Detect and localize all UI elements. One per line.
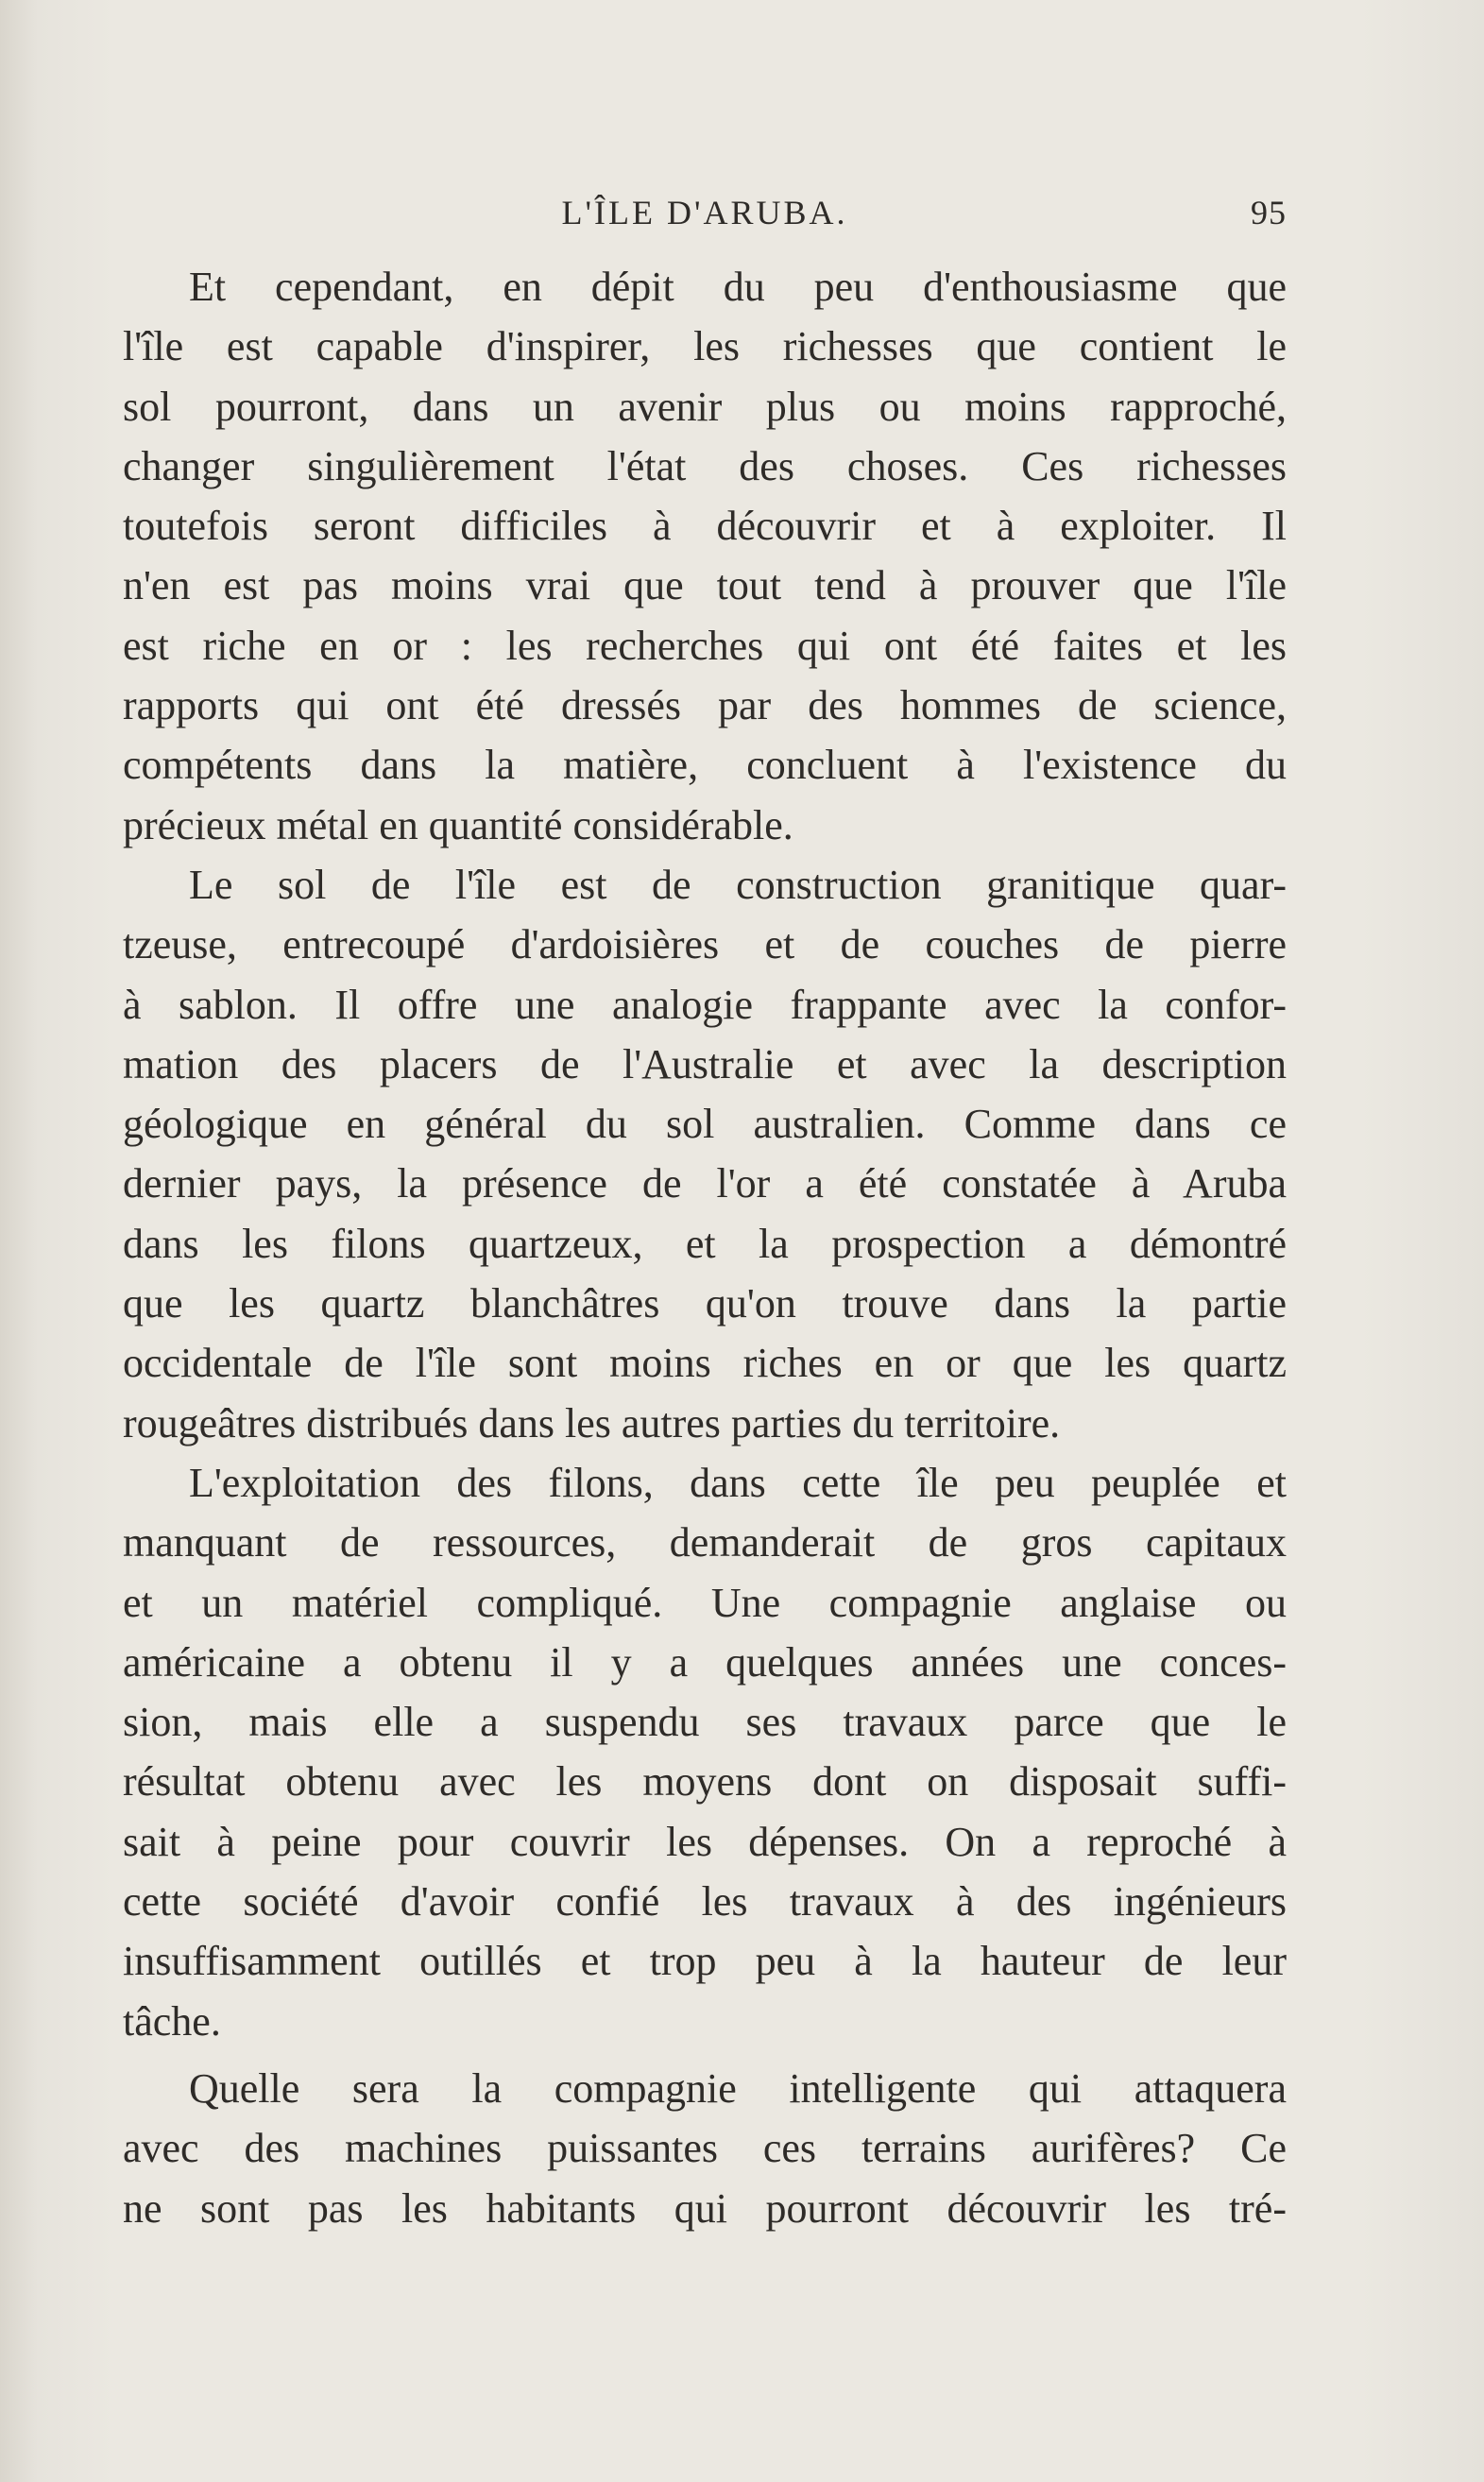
text-line: changer singulièrement l'état des choses. Ces richesses <box>123 442 1287 489</box>
text-line: à sablon. Il offre une analogie frappante avec la confor- <box>123 981 1287 1028</box>
paragraph-1 <box>123 257 1287 855</box>
text-line: Quelle sera la compagnie intelligente qui attaquera <box>189 2064 1287 2112</box>
text-line: Et cependant, en dépit du peu d'enthousiasme que <box>189 264 1287 310</box>
paragraph-2 <box>123 855 1287 1453</box>
text-line: est riche en or : les recherches qui ont été faites et les <box>123 622 1287 669</box>
text-line: tzeuse, entrecoupé d'ardoisières et de couches de pierre <box>123 921 1287 968</box>
paragraph-gap <box>123 2051 1287 2059</box>
paragraph-4 <box>123 2059 1287 2238</box>
text-line: ne sont pas les habitants qui pourront découvrir les tré- <box>123 2184 1287 2232</box>
text-line: mation des placers de l'Australie et avec la description <box>123 1040 1287 1087</box>
text-line: rougeâtres distribués dans les autres parties du territoire. <box>123 1399 1061 1446</box>
text-line: Le sol de l'île est de construction granitique quar- <box>189 861 1287 908</box>
page-number: 95 <box>1251 194 1287 231</box>
text-line: n'en est pas moins vrai que tout tend à prouver que l'île <box>123 562 1287 609</box>
running-title: L'ÎLE D'ARUBA. <box>561 194 848 231</box>
page-header <box>123 185 1287 242</box>
text-line: que les quartz blanchâtres qu'on trouve dans la partie <box>123 1280 1287 1327</box>
text-line: et un matériel compliqué. Une compagnie anglaise ou <box>123 1579 1287 1626</box>
text-line: américaine a obtenu il y a quelques années une conces- <box>123 1638 1287 1686</box>
text-line: géologique en général du sol australien. Comme dans ce <box>123 1101 1287 1148</box>
text-line: L'exploitation des filons, dans cette île peu peuplée et <box>189 1459 1287 1506</box>
text-line: dernier pays, la présence de l'or a été constatée à Aruba <box>123 1160 1287 1207</box>
text-line: l'île est capable d'inspirer, les richesses que contient le <box>123 323 1287 370</box>
text-line: occidentale de l'île sont moins riches en or que les quartz <box>123 1340 1287 1387</box>
paragraph-3 <box>123 1453 1287 2051</box>
body-text <box>123 257 1287 2238</box>
text-line: sait à peine pour couvrir les dépenses. On a reproché à <box>123 1818 1287 1865</box>
text-line: sol pourront, dans un avenir plus ou moins rapproché, <box>123 383 1287 430</box>
text-line: résultat obtenu avec les moyens dont on disposait suffi- <box>123 1758 1287 1806</box>
text-line: insuffisamment outillés et trop peu à la hauteur de leur <box>123 1938 1287 1985</box>
text-line: dans les filons quartzeux, et la prospection a démontré <box>123 1220 1287 1267</box>
text-line: précieux métal en quantité considérable. <box>123 801 793 848</box>
text-line: avec des machines puissantes ces terrains aurifères? Ce <box>123 2125 1287 2172</box>
text-line: sion, mais elle a suspendu ses travaux parce que le <box>123 1699 1287 1746</box>
text-line: rapports qui ont été dressés par des hommes de science, <box>123 682 1287 729</box>
text-line: toutefois seront difficiles à découvrir et à exploiter. Il <box>123 503 1287 550</box>
text-line: manquant de ressources, demanderait de gros capitaux <box>123 1519 1287 1566</box>
text-line: compétents dans la matière, concluent à l'existence du <box>123 742 1287 789</box>
text-line: cette société d'avoir confié les travaux à des ingénieurs <box>123 1878 1287 1926</box>
text-line: tâche. <box>123 1997 221 2045</box>
